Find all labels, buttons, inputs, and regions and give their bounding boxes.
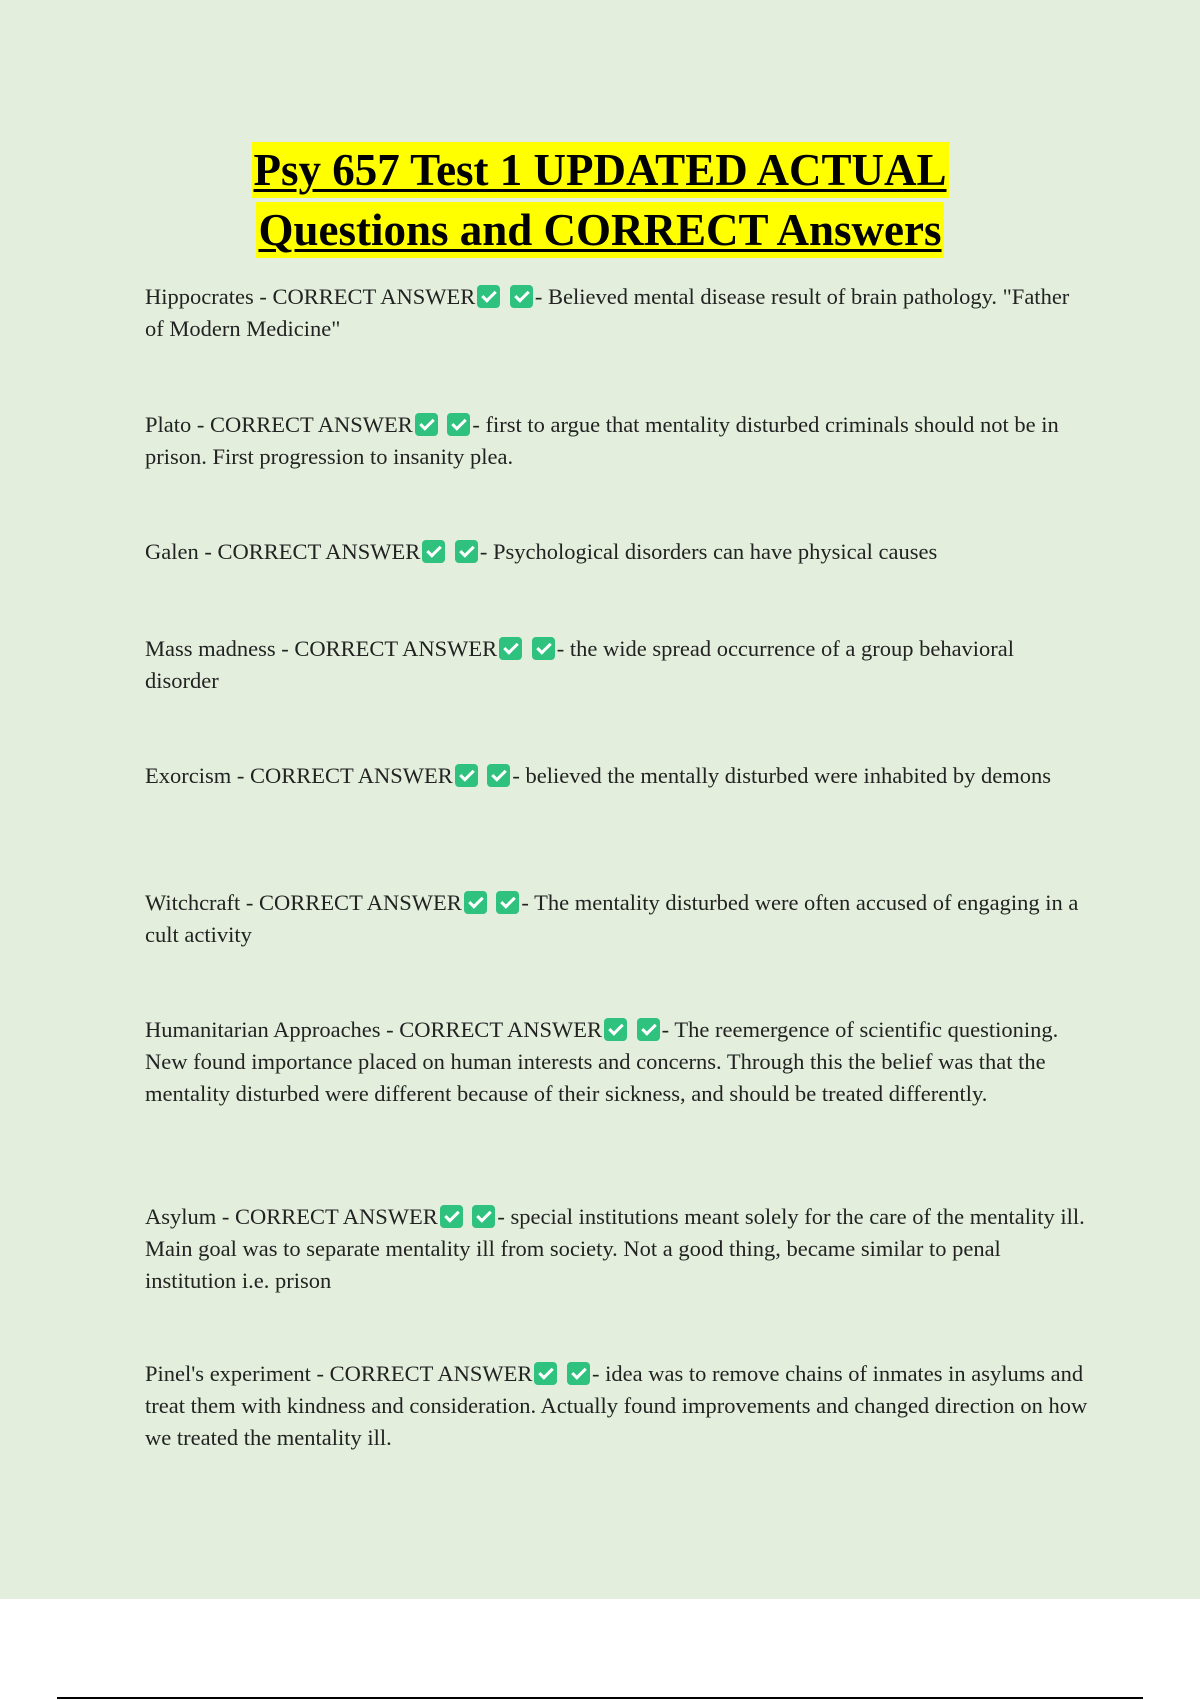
qa-term: Galen (145, 539, 199, 564)
qa-definition: idea was to remove chains of inmates in asylums and treat them with kindness and consideration. Actually found improvements and changed direction on how we treated the mentality ill. (145, 1361, 1088, 1450)
qa-definition: the wide spread occurrence of a group behavioral disorder (145, 636, 1015, 693)
qa-item-pinels-experiment: Pinel's experiment - CORRECT ANSWER - idea was to remove chains of inmates in asylums and treat them with kindness and consideration. Actually found improvements and changed direction on how we treated the mentality ill. (145, 1361, 1088, 1450)
check-mark-icon (637, 1018, 660, 1041)
check-mark-icon (464, 891, 487, 914)
check-mark-icon (567, 1362, 590, 1385)
answer-marker: CORRECT ANSWER (259, 890, 462, 915)
title-line-1: Psy 657 Test 1 UPDATED ACTUAL (252, 142, 949, 198)
page-separator-rule (57, 1697, 1143, 1699)
qa-item-hippocrates: Hippocrates - CORRECT ANSWER - Believed mental disease result of brain pathology. "Father of Modern Medicine" (145, 284, 1070, 341)
qa-definition: first to argue that mentality disturbed criminals should not be in prison. First progression to insanity plea. (145, 412, 1059, 469)
answer-marker: CORRECT ANSWER (217, 539, 421, 564)
check-mark-icon (455, 540, 478, 563)
qa-definition: special institutions meant solely for the care of the mentality ill. Main goal was to separate mentality ill from society. Not a good thing, became similar to penal institution i.e. prison (145, 1204, 1085, 1293)
answer-marker: CORRECT ANSWER (399, 1017, 603, 1042)
answer-marker: CORRECT ANSWER (210, 412, 413, 437)
check-mark-icon (532, 637, 555, 660)
check-mark-icon (510, 285, 533, 308)
document-title (0, 142, 1200, 262)
qa-definition: The mentality disturbed were often accused of engaging in a cult activity (145, 890, 1079, 947)
check-mark-icon (415, 413, 438, 436)
qa-definition: Believed mental disease result of brain pathology. "Father of Modern Medicine" (145, 284, 1070, 341)
qa-definition: Psychological disorders can have physical causes (492, 539, 938, 564)
qa-term: Mass madness (145, 636, 276, 661)
check-mark-icon (487, 764, 510, 787)
answer-marker: CORRECT ANSWER (235, 1204, 438, 1229)
qa-term: Hippocrates (145, 284, 254, 309)
qa-item-asylum: Asylum - CORRECT ANSWER - special institutions meant solely for the care of the mentality ill. Main goal was to separate mentality ill from society. Not a good thing, became similar to penal institution i.e. prison (145, 1204, 1085, 1293)
check-mark-icon (447, 413, 470, 436)
check-mark-icon (534, 1362, 557, 1385)
check-mark-icon (440, 1205, 463, 1228)
qa-item-galen: Galen - CORRECT ANSWER - Psychological disorders can have physical causes (145, 539, 938, 564)
check-mark-icon (604, 1018, 627, 1041)
qa-definition: The reemergence of scientific questioning. New found importance placed on human interests and concerns. Through this the belief was that the mentality disturbed were different because of their sickness, and should be treated differently. (145, 1017, 1059, 1106)
title-line-2: Questions and CORRECT Answers (256, 202, 943, 258)
check-mark-icon (422, 540, 445, 563)
answer-marker: CORRECT ANSWER (329, 1361, 533, 1386)
answer-marker: CORRECT ANSWER (249, 763, 453, 788)
qa-item-humanitarian-approaches: Humanitarian Approaches - CORRECT ANSWER - The reemergence of scientific questioning. New found importance placed on human interests and concerns. Through this the belief was that the mentality disturbed were different because of their sickness, and should be treated differently. (145, 1017, 1059, 1106)
qa-item-plato: Plato - CORRECT ANSWER - first to argue that mentality disturbed criminals should not be in prison. First progression to insanity plea. (145, 412, 1059, 469)
check-mark-icon (477, 285, 500, 308)
check-mark-icon (499, 637, 522, 660)
answer-marker: CORRECT ANSWER (294, 636, 498, 661)
check-mark-icon (455, 764, 478, 787)
qa-term: Witchcraft (145, 890, 241, 915)
qa-term: Humanitarian Approaches (145, 1017, 381, 1042)
qa-term: Exorcism (145, 763, 232, 788)
answer-marker: CORRECT ANSWER (272, 284, 476, 309)
qa-term: Pinel's experiment (145, 1361, 311, 1386)
qa-item-exorcism: Exorcism - CORRECT ANSWER - believed the mentally disturbed were inhabited by demons (145, 763, 1051, 788)
qa-item-mass-madness: Mass madness - CORRECT ANSWER - the wide spread occurrence of a group behavioral disorder (145, 636, 1015, 693)
qa-item-witchcraft: Witchcraft - CORRECT ANSWER - The mentality disturbed were often accused of engaging in a cult activity (145, 890, 1079, 947)
qa-definition: believed the mentally disturbed were inhabited by demons (525, 763, 1051, 788)
qa-term: Asylum (145, 1204, 217, 1229)
check-mark-icon (496, 891, 519, 914)
check-mark-icon (472, 1205, 495, 1228)
qa-term: Plato (145, 412, 192, 437)
